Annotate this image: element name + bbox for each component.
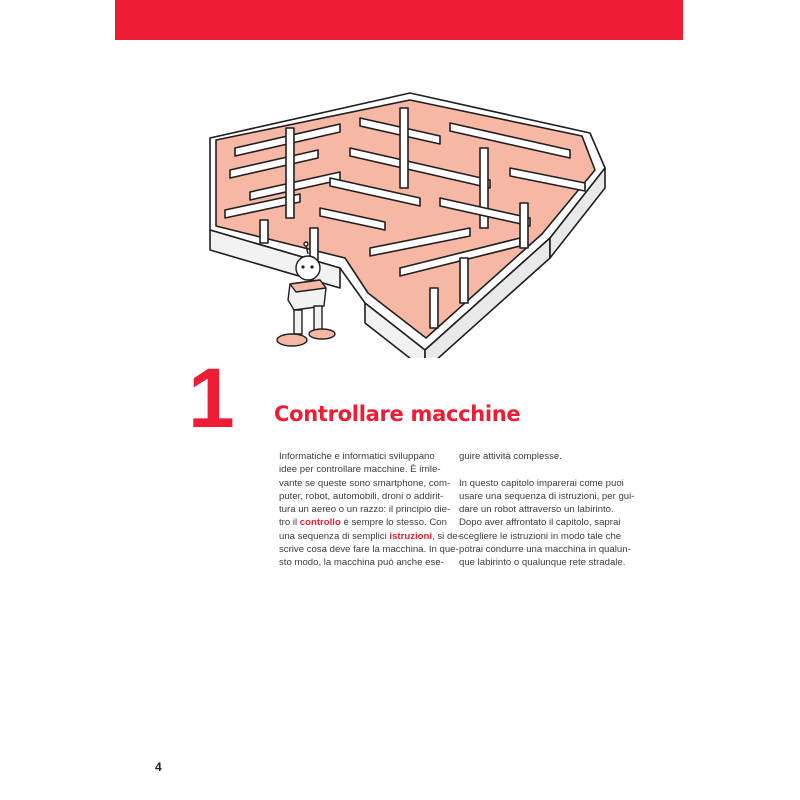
chapter-number: 1	[188, 351, 235, 445]
chapter-title: Controllare macchine	[274, 402, 521, 426]
intro-text-left-column	[279, 450, 461, 570]
text-line: guire attività complesse.	[459, 451, 562, 462]
text-fragment: tro il	[279, 517, 300, 529]
text-line: que labirinto o qualunque rete stradale.	[459, 557, 626, 569]
text-line: Dopo aver affrontato il capitolo, saprai	[459, 517, 621, 529]
text-line: usare una sequenza di istruzioni, per gui-	[459, 490, 635, 502]
text-line: idee per controllare macchine. È irrile-	[279, 464, 441, 476]
text-line: sto modo, la macchina può anche ese-	[279, 557, 444, 569]
text-line: Informatiche e informatici sviluppano	[279, 451, 435, 462]
paragraph-gap	[459, 463, 631, 476]
text-line	[279, 530, 461, 543]
text-fragment: , si de-	[432, 530, 461, 542]
text-line: tura un aereo o un razzo: il principio die-	[279, 504, 451, 516]
page-number: 4	[155, 760, 162, 774]
text-line: scegliere le istruzioni in modo tale che	[459, 530, 622, 542]
text-line: puter, robot, automobili, droni o addirit-	[279, 490, 444, 502]
text-line	[279, 516, 447, 529]
header-band	[115, 0, 683, 40]
text-fragment: una sequenza di semplici	[279, 530, 390, 542]
text-line: potrai condurre una macchina in qualun-	[459, 544, 631, 556]
keyword-istruzioni: istruzioni	[389, 530, 433, 542]
keyword-controllo: controllo	[299, 517, 341, 529]
text-line: In questo capitolo imparerai come puoi	[459, 477, 624, 489]
intro-text-right-column	[459, 450, 635, 570]
text-line: vante se queste sono smartphone, com-	[279, 477, 451, 489]
text-line: dare un robot attraverso un labirinto.	[459, 504, 614, 516]
text-line: scrive cosa deve fare la macchina. In que-	[279, 544, 459, 556]
maze-illustration	[190, 88, 620, 358]
text-fragment: è sempre lo stesso. Con	[340, 517, 447, 529]
